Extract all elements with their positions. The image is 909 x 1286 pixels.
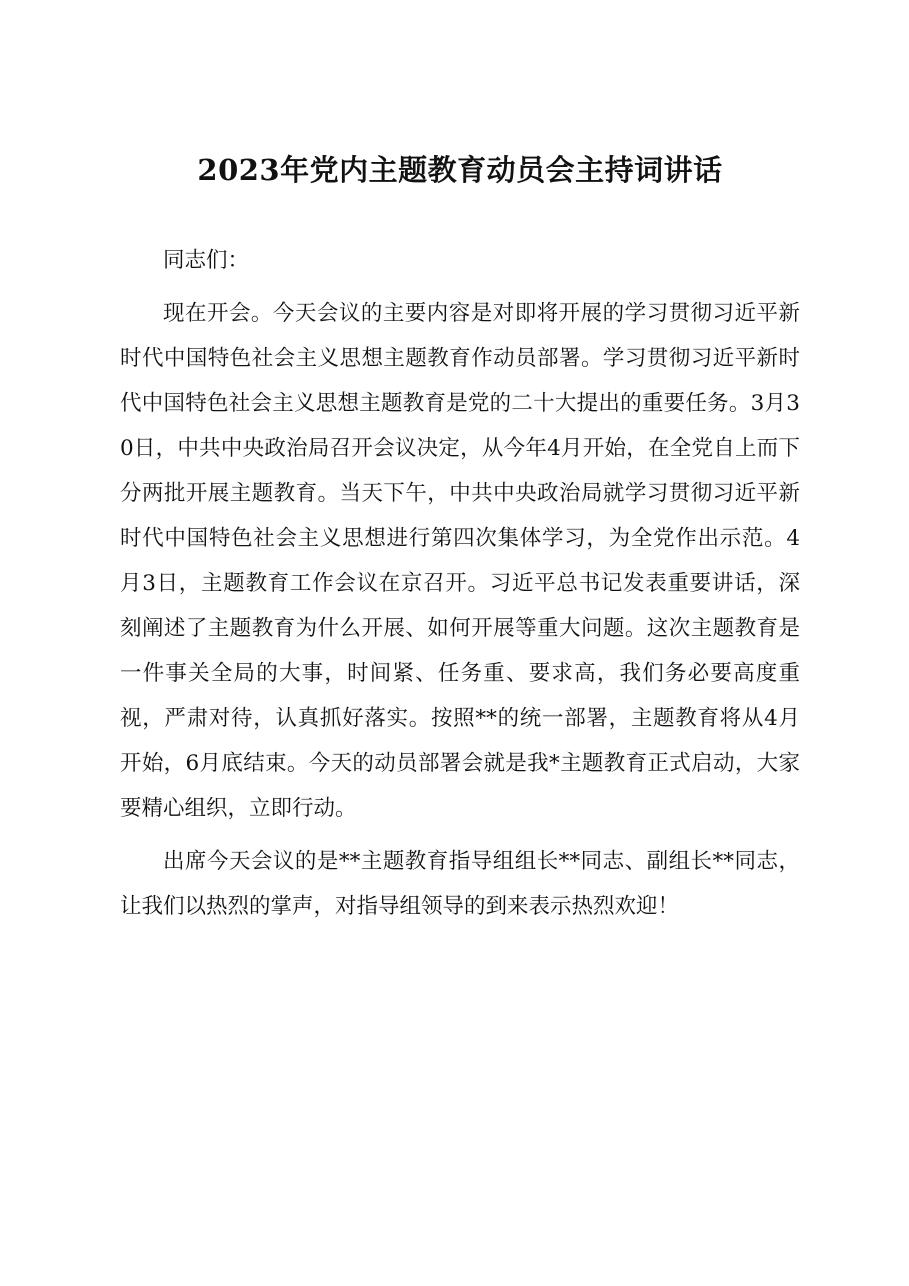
document-page xyxy=(120,150,800,929)
body-paragraph-1: 现在开会。今天会议的主要内容是对即将开展的学习贯彻习近平新时代中国特色社会主义思想主题教育作动员部署。学习贯彻习近平新时代中国特色社会主义思想主题教育是党的二十大提出的重要任务。3月30日，中共中央政治局召开会议决定，从今年4月开始，在全党自上而下分两批开展主题教育。当天下午，中共中央政治局就学习贯彻习近平新时代中国特色社会主义思想进行第四次集体学习，为全党作出示范。4月3日，主题教育工作会议在京召开。习近平总书记发表重要讲话，深刻阐述了主题教育为什么开展、如何开展等重大问题。这次主题教育是一件事关全局的大事，时间紧、任务重、要求高，我们务必要高度重视，严肃对待，认真抓好落实。按照**的统一部署，主题教育将从4月开始，6月底结束。今天的动员部署会就是我*主题教育正式启动，大家要精心组织，立即行动。 xyxy=(120,301,800,821)
greeting-line: 同志们： xyxy=(163,248,250,273)
body-paragraph-2: 出席今天会议的是**主题教育指导组组长**同志、副组长**同志，让我们以热烈的掌声，对指导组领导的到来表示热烈欢迎！ xyxy=(120,849,800,919)
document-title: 2023年党内主题教育动员会主持词讲话 xyxy=(197,153,723,187)
